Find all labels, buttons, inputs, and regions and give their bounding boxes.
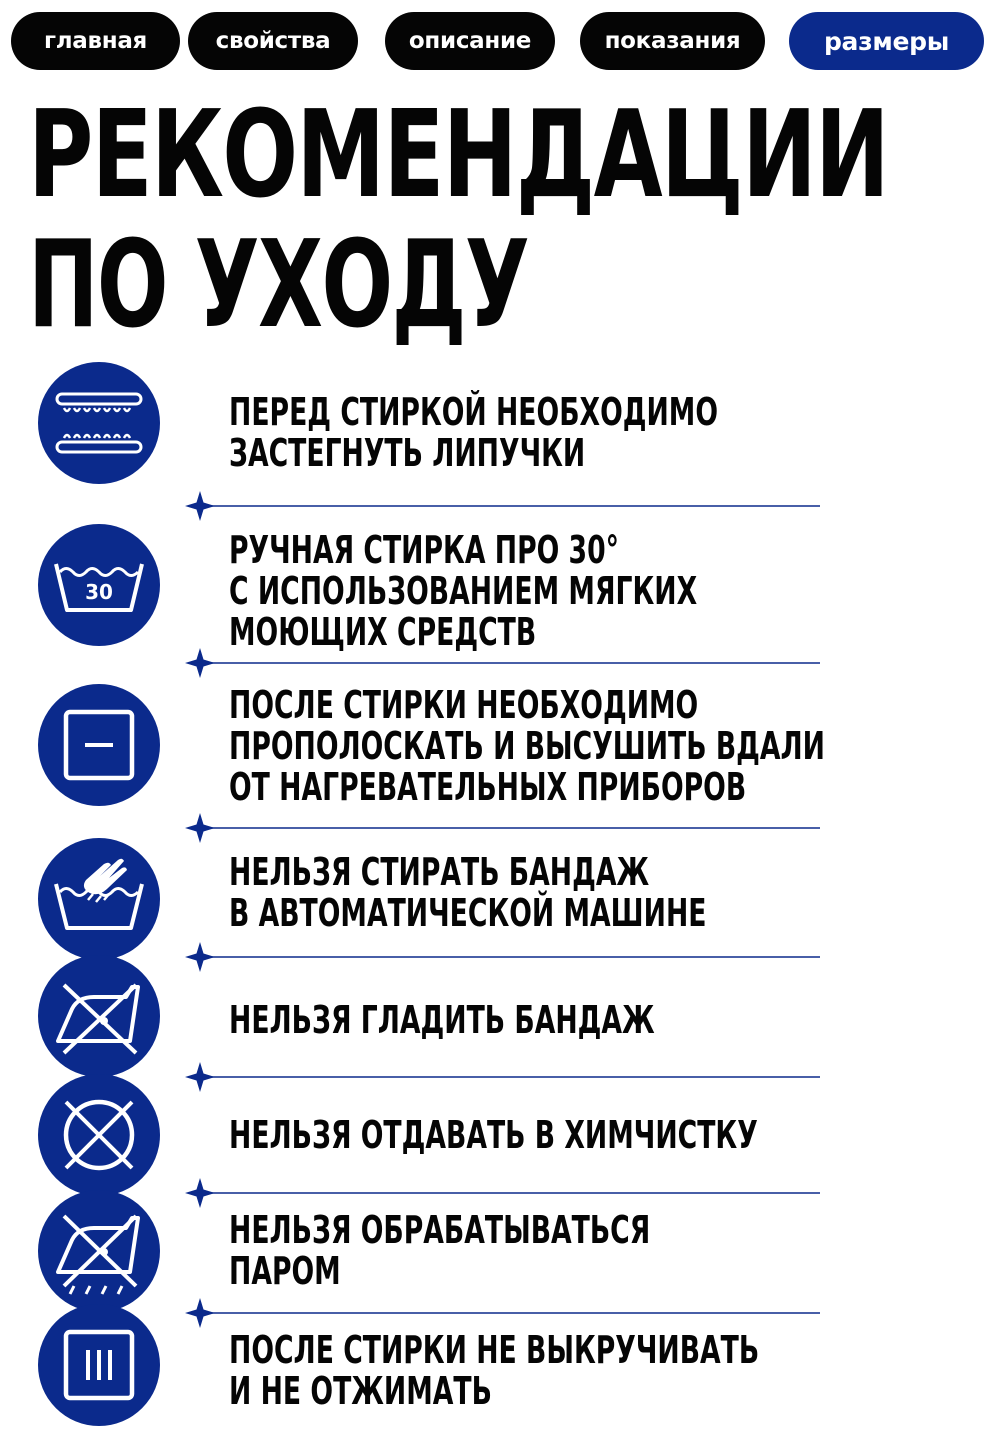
tab-properties[interactable]: свойства	[188, 12, 358, 70]
divider-sparkle	[170, 491, 830, 521]
divider-sparkle	[170, 813, 830, 843]
divider-sparkle	[170, 1298, 830, 1328]
no-wring-icon	[38, 1304, 160, 1426]
divider-sparkle	[170, 648, 830, 678]
wash-30-icon	[38, 524, 160, 646]
divider-sparkle	[170, 1178, 830, 1208]
instruction-text: ПОСЛЕ СТИРКИ НЕОБХОДИМО ПРОПОЛОСКАТЬ И ВЫСУШИТЬ ВДАЛИ ОТ НАГРЕВАТЕЛЬНЫХ ПРИБОРОВ	[229, 683, 826, 809]
no-steam-icon	[38, 1190, 160, 1312]
instruction-text: РУЧНАЯ СТИРКА ПРО 30° С ИСПОЛЬЗОВАНИЕМ МЯГКИХ МОЮЩИХ СРЕДСТВ	[229, 528, 698, 654]
tab-indications[interactable]: показания	[580, 12, 765, 70]
tab-description[interactable]: описание	[385, 12, 555, 70]
instruction-text: НЕЛЬЗЯ ОБРАБАТЫВАТЬСЯ ПАРОМ	[229, 1208, 651, 1293]
instruction-text: ПЕРЕД СТИРКОЙ НЕОБХОДИМО ЗАСТЕГНУТЬ ЛИПУЧКИ	[229, 390, 719, 475]
nav-tabs	[0, 12, 997, 70]
hand-wash-icon	[38, 838, 160, 960]
instruction-text: НЕЛЬЗЯ ГЛАДИТЬ БАНДАЖ	[229, 998, 655, 1042]
divider-sparkle	[170, 942, 830, 972]
svg-text:30: 30	[85, 580, 113, 604]
tab-sizes[interactable]: размеры	[789, 12, 984, 70]
page-title-line-1: РЕКОМЕНДАЦИИ	[28, 86, 889, 225]
no-dry-clean-icon	[38, 1074, 160, 1196]
page-title-line-2: ПО УХОДУ	[28, 216, 529, 355]
velcro-icon	[38, 362, 160, 484]
divider-sparkle	[170, 1062, 830, 1092]
no-iron-icon	[38, 955, 160, 1077]
instruction-text: НЕЛЬЗЯ СТИРАТЬ БАНДАЖ В АВТОМАТИЧЕСКОЙ МАШИНЕ	[229, 850, 707, 935]
instruction-text: ПОСЛЕ СТИРКИ НЕ ВЫКРУЧИВАТЬ И НЕ ОТЖИМАТЬ	[229, 1328, 760, 1413]
tab-main[interactable]: главная	[11, 12, 180, 70]
instruction-text: НЕЛЬЗЯ ОТДАВАТЬ В ХИМЧИСТКУ	[229, 1113, 758, 1157]
dry-flat-icon	[38, 684, 160, 806]
